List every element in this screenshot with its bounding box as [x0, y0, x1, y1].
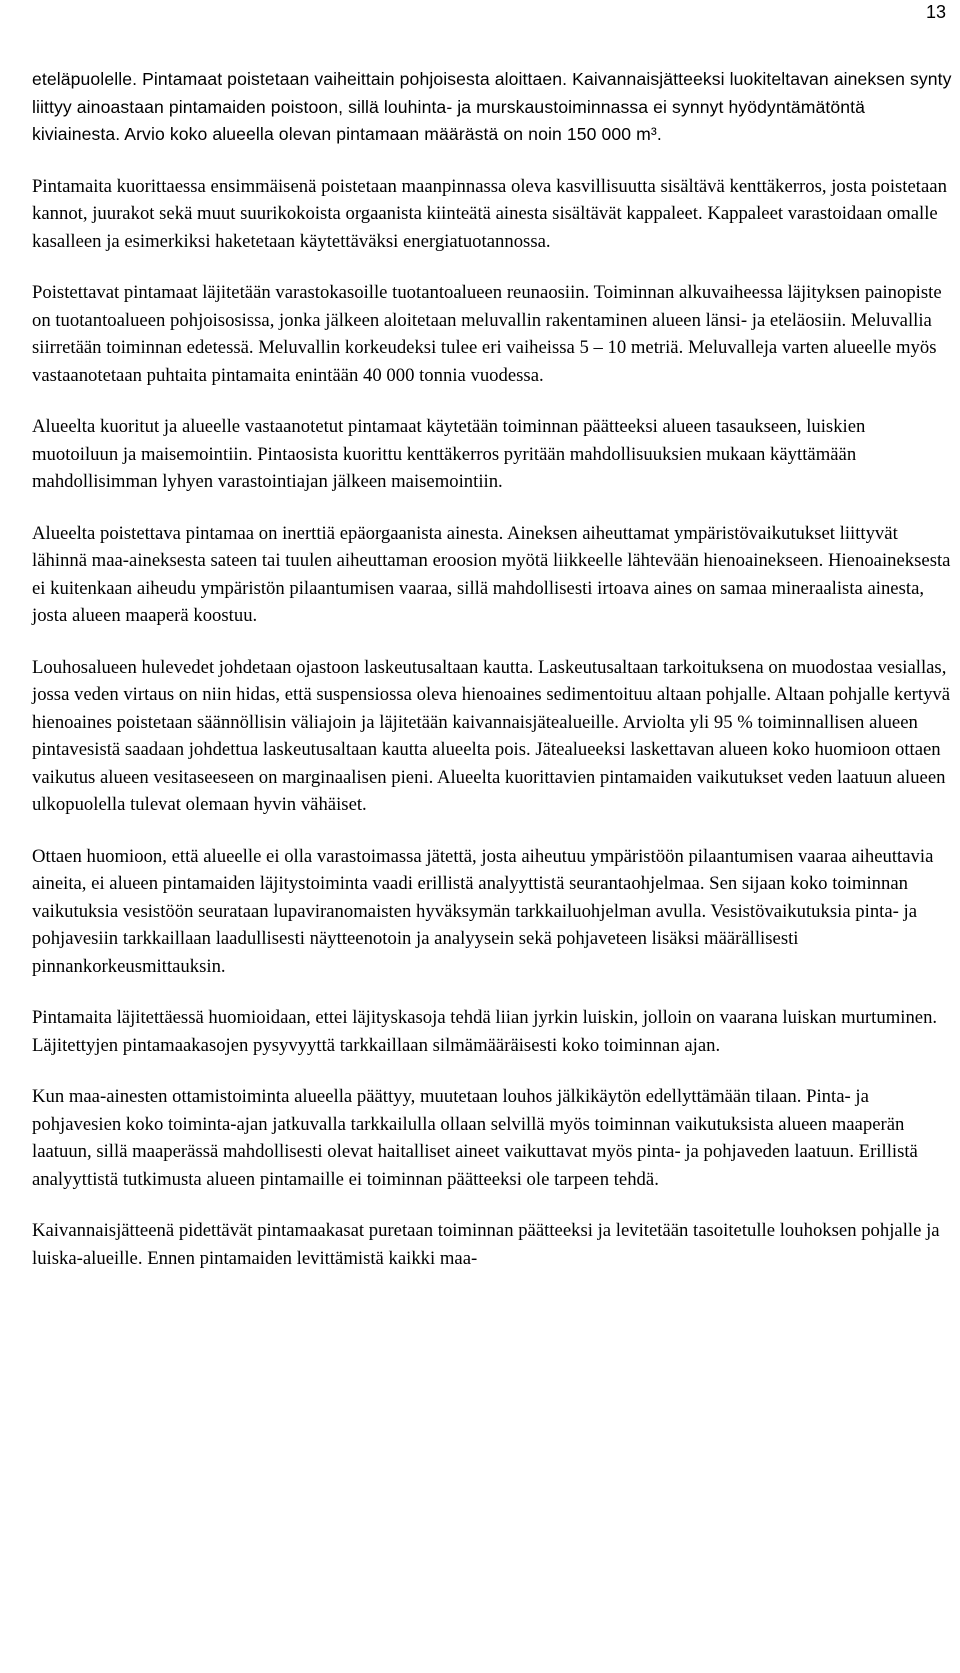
paragraph-4: Alueelta kuoritut ja alueelle vastaanotetut pintamaat käytetään toiminnan päätteeksi alueen tasaukseen, luiskien muotoiluun ja maisemointiin. Pintaosista kuorittu kenttäkerros pyritään mahdollisuuksien mukaan käyttämään mahdollisimman lyhyen varastointiajan jälkeen maisemointiin.	[32, 416, 866, 492]
document-body	[32, 66, 952, 1272]
paragraph-3: Poistettavat pintamaat läjitetään varastokasoille tuotantoalueen reunaosiin. Toiminnan alkuvaiheessa läjityksen painopiste on tuotantoalueen pohjoisosissa, jonka jälkeen aloitetaan meluvallin rakentaminen alueen länsi- ja eteläosiin. Meluvallia siirretään toiminnan edetessä. Meluvallin korkeudeksi tulee eri vaiheissa 5 – 10 metriä. Meluvalleja varten alueelle myös vastaanotetaan puhtaita pintamaita enintään 40 000 tonnia vuodessa.	[32, 282, 942, 386]
paragraph-9: Kun maa-ainesten ottamistoiminta alueella päättyy, muutetaan louhos jälkikäytön edellyttämään tilaan. Pinta- ja pohjavesien koko toiminta-ajan jatkuvalla tarkkailulla ollaan selvillä myös toiminnan vaikutuksista alueen maaperän laatuun, sillä maaperässä mahdollisesti olevat haitalliset aineet vaikuttavat myös pinta- ja pohjaveden laatuun. Erillistä analyyttistä tutkimusta alueen pintamaille ei toiminnan päätteeksi ole tarpeen tehdä.	[32, 1086, 918, 1190]
paragraph-8: Pintamaita läjitettäessä huomioidaan, ettei läjityskasoja tehdä liian jyrkin luiskin, jolloin on vaarana luiskan murtuminen. Läjitettyjen pintamaakasojen pysyvyyttä tarkkaillaan silmämääräisesti koko toiminnan ajan.	[32, 1007, 938, 1056]
paragraph-5: Alueelta poistettava pintamaa on inerttiä epäorgaanista ainesta. Aineksen aiheuttamat ympäristövaikutukset liittyvät lähinnä maa-aineksesta sateen tai tuulen aiheuttaman eroosion myötä liikkeelle lähtevään hienoainekseen. Hienoaineksesta ei kuitenkaan aiheudu ympäristön pilaantumisen vaaraa, sillä mahdollisesti irtoava aines on samaa mineraalista ainesta, josta alueen maaperä koostuu.	[32, 522, 951, 626]
paragraph-2: Pintamaita kuorittaessa ensimmäisenä poistetaan maanpinnassa oleva kasvillisuutta sisältävä kenttäkerros, josta poistetaan kannot, juurakot sekä muut suurikokoista orgaanista kiinteätä ainesta sisältävät kappaleet. Kappaleet varastoidaan omalle kasalleen ja esimerkiksi haketetaan käytettäväksi energiatuotannossa.	[32, 175, 947, 252]
paragraph-1: eteläpuolelle. Pintamaat poistetaan vaiheittain pohjoisesta aloittaen. Kaivannaisjätteeksi luokiteltavan aineksen synty liittyy ainoastaan pintamaiden poistoon, sillä louhinta- ja murskaustoiminnassa ei synnyt hyödyntämätöntä kiviainesta. Arvio koko alueella olevan pintamaan määrästä on noin 150 000 m³.	[32, 69, 952, 144]
paragraph-7: Ottaen huomioon, että alueelle ei olla varastoimassa jätettä, josta aiheutuu ympäristöön pilaantumisen vaaraa aiheuttavia aineita, ei alueen pintamaiden läjitystoiminta vaadi erillistä analyyttistä seurantaohjelmaa. Sen sijaan koko toiminnan vaikutuksia vesistöön seurataan lupaviranomaisten hyväksymän tarkkailuohjelman avulla. Vesistövaikutuksia pinta- ja pohjavesiin tarkkaillaan laadullisesti näytteenotoin ja analyysein sekä pohjaveteen lisäksi määrällisesti pinnankorkeusmittauksin.	[32, 845, 934, 977]
paragraph-6: Louhosalueen hulevedet johdetaan ojastoon laskeutusaltaan kautta. Laskeutusaltaan tarkoituksena on muodostaa vesiallas, jossa veden virtaus on niin hidas, että suspensiossa oleva hienoaines sedimentoituu altaan pohjalle. Altaan pohjalle kertyvä hienoaines poistetaan säännöllisin väliajoin ja läjitetään kaivannaisjätealueille. Arviolta yli 95 % toiminnallisen alueen pintavesistä saadaan johdettua laskeutusaltaan kautta alueelta pois. Jätealueeksi laskettavan alueen koko huomioon ottaen vaikutus alueen vesitaseeseen on marginaalisen pieni. Alueelta kuorittavien pintamaiden vaikutukset veden laatuun alueen ulkopuolella tulevat olemaan hyvin vähäiset.	[32, 656, 951, 815]
paragraph-10: Kaivannaisjätteenä pidettävät pintamaakasat puretaan toiminnan päätteeksi ja levitetään tasoitetulle louhoksen pohjalle ja luiska-alueille. Ennen pintamaiden levittämistä kaikki maa-	[32, 1220, 940, 1269]
page-number: 13	[925, 2, 946, 22]
